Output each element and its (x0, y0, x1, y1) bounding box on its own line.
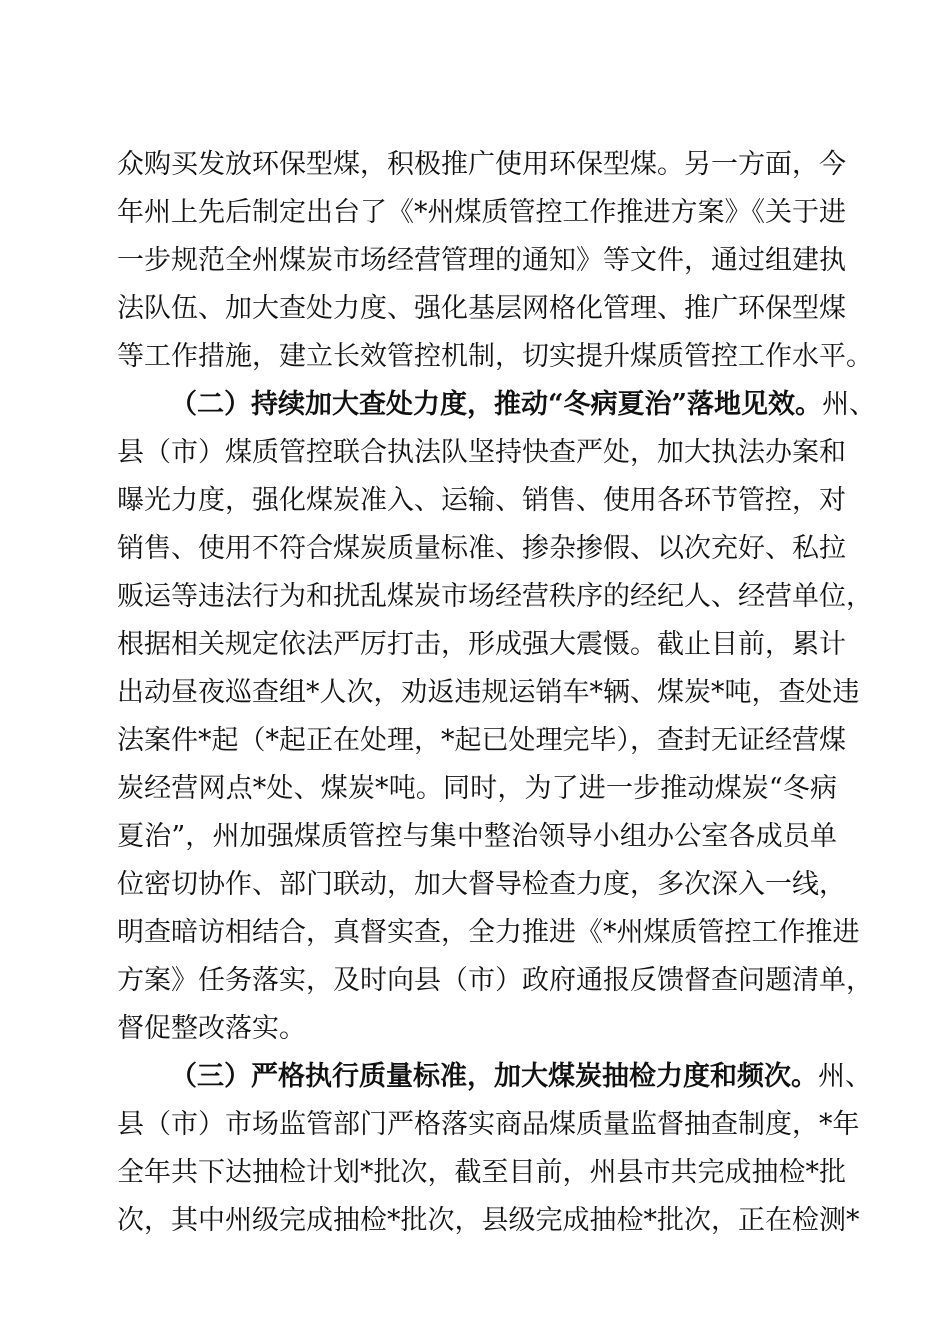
paragraph-2-line-10: 夏治”，州加强煤质管控与集中整治领导小组办公室各成员单 (117, 821, 837, 852)
paragraph-2-line-4: 销售、使用不符合煤炭质量标准、掺杂掺假、以次充好、私拉 (117, 533, 846, 564)
paragraph-1-line-5: 等工作措施，建立长效管控机制，切实提升煤质管控工作水平。 (117, 341, 873, 372)
paragraph-3-first-line (170, 1053, 872, 1101)
paragraph-1-line-2: 年州上先后制定出台了《*州煤质管控工作推进方案》《关于进 (117, 197, 846, 228)
paragraph-2-heading-tail: 州、 (822, 389, 877, 420)
paragraph-1-line-4: 法队伍、加大查处力度、强化基层网格化管理、推广环保型煤 (117, 293, 846, 324)
paragraph-2-line-9: 炭经营网点*处、煤炭*吨。同时，为了进一步推动煤炭“冬病 (117, 773, 837, 804)
paragraph-2-line-2: 县（市）煤质管控联合执法队坚持快查严处，加大执法办案和 (117, 437, 846, 468)
paragraph-3-line-3: 全年共下达抽检计划*批次，截至目前，州县市共完成抽检*批 (117, 1157, 846, 1188)
section-heading-3: （三）严格执行质量标准，加大煤炭抽检力度和频次。 (170, 1061, 818, 1092)
paragraph-3-line-4: 次，其中州级完成抽检*批次，县级完成抽检*批次，正在检测* (117, 1205, 860, 1236)
paragraph-2-line-6: 根据相关规定依法严厉打击，形成强大震慑。截止目前，累计 (117, 629, 846, 660)
section-heading-2: （二）持续加大查处力度，推动“冬病夏治”落地见效。 (170, 389, 823, 420)
paragraph-3-line-2: 县（市）市场监管部门严格落实商品煤质量监督抽查制度，*年 (117, 1109, 860, 1140)
paragraph-3-heading-tail: 州、 (818, 1061, 872, 1092)
paragraph-2-line-8: 法案件*起（*起正在处理，*起已处理完毕），查封无证经营煤 (117, 725, 846, 756)
paragraph-2-line-11: 位密切协作、部门联动，加大督导检查力度，多次深入一线， (117, 869, 846, 900)
paragraph-2-line-7: 出动昼夜巡查组*人次，劝返违规运销车*辆、煤炭*吨，查处违 (117, 677, 860, 708)
paragraph-2-line-13: 方案》任务落实，及时向县（市）政府通报反馈督查问题清单， (117, 965, 873, 996)
paragraph-1-line-3: 一步规范全州煤炭市场经营管理的通知》等文件，通过组建执 (117, 245, 846, 276)
paragraph-2-line-14: 督促整改落实。 (117, 1013, 306, 1044)
paragraph-1-line-1: 众购买发放环保型煤，积极推广使用环保型煤。另一方面，今 (117, 149, 846, 180)
paragraph-2-line-5: 贩运等违法行为和扰乱煤炭市场经营秩序的经纪人、经营单位， (117, 581, 873, 612)
paragraph-2-line-3: 曝光力度，强化煤炭准入、运输、销售、使用各环节管控，对 (117, 485, 846, 516)
paragraph-2-line-12: 明查暗访相结合，真督实查，全力推进《*州煤质管控工作推进 (117, 917, 860, 948)
paragraph-2-first-line (170, 381, 877, 429)
